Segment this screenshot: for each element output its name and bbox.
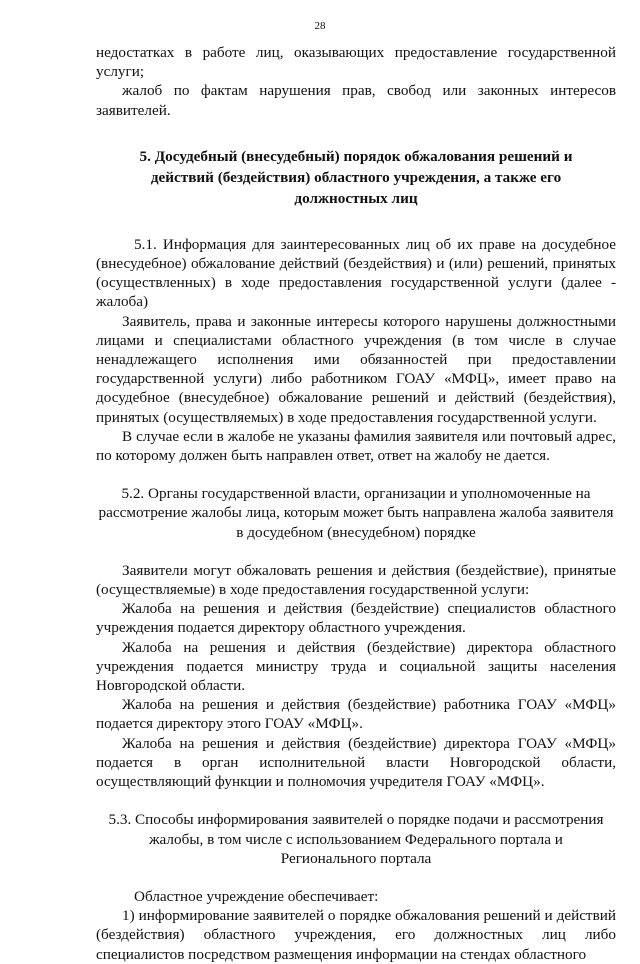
section-5-3-heading: 5.3. Способы информирования заявителей о порядке подачи и рассмотрения жалобы, в том числе с использованием Федерального портала и Регионального портала bbox=[108, 811, 604, 867]
section-5-2-paragraph-5: Жалоба на решения и действия (бездействие) директора ГОАУ «МФЦ» подается в орган исполнительной власти Новгородской области, осуществляющий функции и полномочия учредителя ГОАУ «МФЦ». bbox=[96, 734, 616, 791]
section-5-2-paragraph-4: Жалоба на решения и действия (бездействие) работника ГОАУ «МФЦ» подается директору этого ГОАУ «МФЦ». bbox=[96, 696, 616, 733]
section-5-heading: 5. Досудебный (внесудебный) порядок обжалования решений и действий (бездействия) областного учреждения, а также его должностных лиц bbox=[139, 147, 573, 207]
page-number: 28 bbox=[314, 20, 326, 32]
section-5-1-paragraph-2: В случае если в жалобе не указаны фамилия заявителя или почтовый адрес, по которому должен быть направлен ответ, ответ на жалобу не дается. bbox=[96, 427, 616, 465]
section-5-3-paragraph-2: 1) информирование заявителей о порядке обжалования решений и действий (бездействия) областного учреждения, его должностных лиц либо специалистов посредством размещения информации на стендах областного bbox=[96, 907, 616, 963]
section-5-2-paragraph-2: Жалоба на решения и действия (бездействие) специалистов областного учреждения подается директору областного учреждения. bbox=[96, 600, 616, 637]
section-5-3-paragraph-1: Областное учреждение обеспечивает: bbox=[134, 887, 379, 905]
intro-paragraph-2: жалоб по фактам нарушения прав, свобод или законных интересов заявителей. bbox=[96, 82, 616, 119]
section-5-1-heading: 5.1. Информация для заинтересованных лиц об их праве на досудебное (внесудебное) обжалование действий (бездействия) и (или) решений, принятых (осуществленных) в ходе предоставления государственной услуги (далее - жалоба) bbox=[96, 235, 616, 311]
intro-paragraph-1: недостатках в работе лиц, оказывающих предоставление государственной услуги; bbox=[96, 44, 616, 81]
section-5-2-heading: 5.2. Органы государственной власти, организации и уполномоченные на рассмотрение жалобы лица, которым может быть направлена жалоба заявителя в досудебном (внесудебном) порядке bbox=[98, 485, 614, 541]
section-5-2-paragraph-1: Заявители могут обжаловать решения и действия (бездействие), принятые (осуществляемые) в ходе предоставления государственной услуги: bbox=[96, 561, 616, 599]
section-5-1-paragraph-1: Заявитель, права и законные интересы которого нарушены должностными лицами и специалистами областного учреждения (в том числе в случае ненадлежащего исполнения ими обязанностей при предоставлении государственной услуги) либо работником ГОАУ «МФЦ», имеет право на досудебное (внесудебное) обжалование решений и действий (бездействия), принятых (осуществляемых) в ходе предоставления государственной услуги. bbox=[96, 312, 616, 426]
section-5-2-paragraph-3: Жалоба на решения и действия (бездействие) директора областного учреждения подается министру труда и социальной защиты населения Новгородской области. bbox=[96, 638, 616, 695]
document-body bbox=[96, 43, 616, 964]
